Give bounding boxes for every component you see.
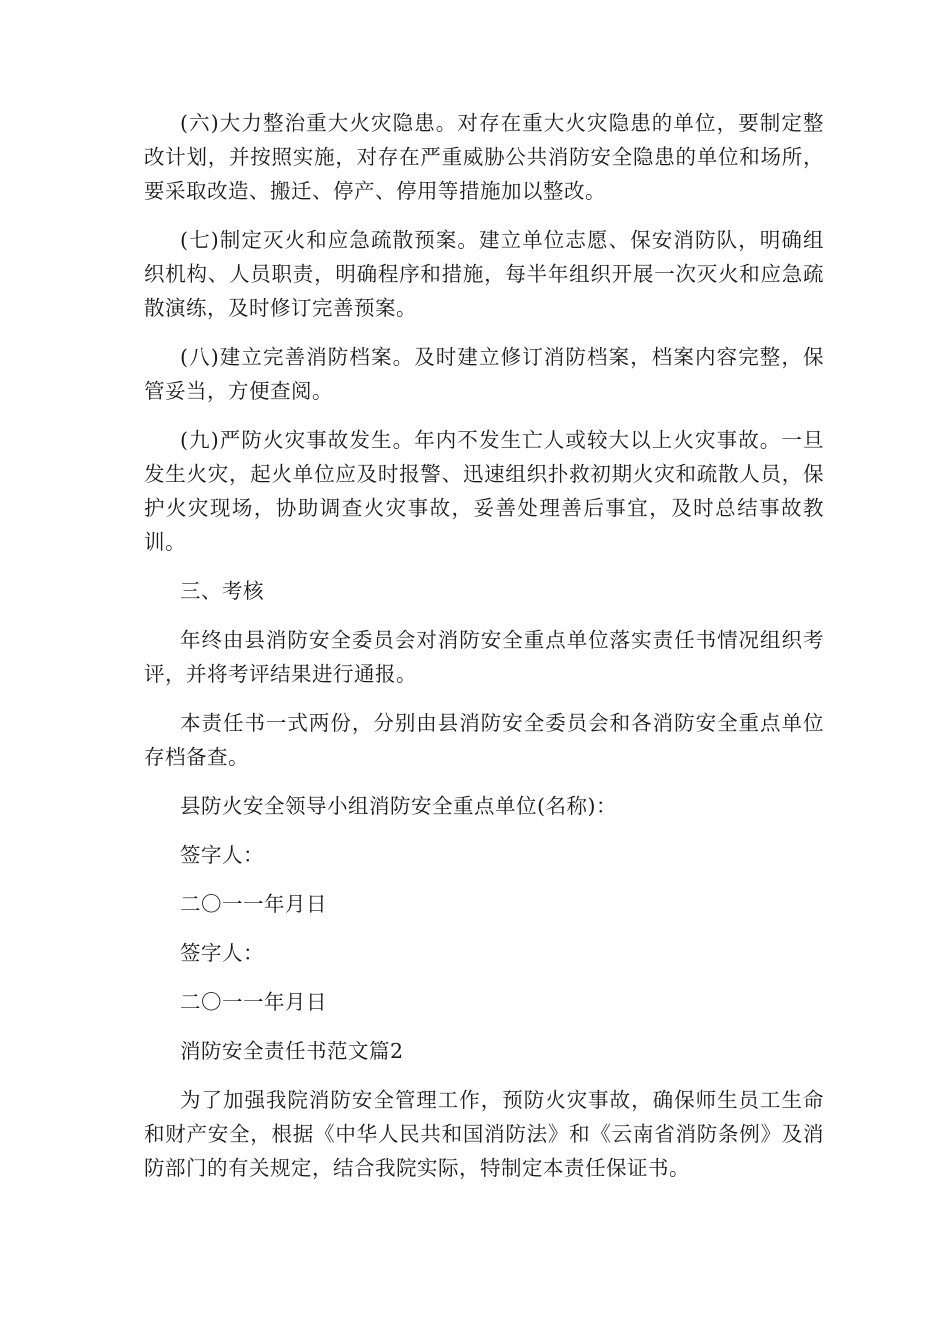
paragraph-copies: 本责任书一式两份，分别由县消防安全委员会和各消防安全重点单位存档备查。 [144,711,824,769]
section-heading-assessment: 三、考核 [180,579,264,603]
paragraph-intro-sample-2: 为了加强我院消防安全管理工作，预防火灾事故，确保师生员工生命和财产安全，根据《中华人民共和国消防法》和《云南省消防条例》及消防部门的有关规定，结合我院实际，特制定本责任保证书。 [144,1088,824,1180]
date-line-1: 二〇一一年月日 [180,892,327,916]
paragraph-item-6: (六)大力整治重大火灾隐患。对存在重大火灾隐患的单位，要制定整改计划，并按照实施，对存在严重威胁公共消防安全隐患的单位和场所，要采取改造、搬迁、停产、停用等措施加以整改。 [144,111,824,203]
section-title-sample-2: 消防安全责任书范文篇2 [180,1039,404,1063]
paragraph-item-9: (九)严防火灾事故发生。年内不发生亡人或较大以上火灾事故。一旦发生火灾，起火单位应及时报警、迅速组织扑救初期火灾和疏散人员，保护火灾现场，协助调查火灾事故，妥善处理善后事宜，及时总结事故教训。 [144,428,824,554]
document-body [144,106,824,1200]
paragraph-assessment: 年终由县消防安全委员会对消防安全重点单位落实责任书情况组织考评，并将考评结果进行通报。 [144,628,824,686]
paragraph-item-8: (八)建立完善消防档案。及时建立修订消防档案，档案内容完整，保管妥当，方便查阅。 [144,345,824,403]
signatory-label-1: 签字人： [180,843,264,867]
signature-unit-line: 县防火安全领导小组消防安全重点单位(名称)： [180,794,617,818]
date-line-2: 二〇一一年月日 [180,990,327,1014]
signatory-label-2: 签字人： [180,941,264,965]
paragraph-item-7: (七)制定灭火和应急疏散预案。建立单位志愿、保安消防队，明确组织机构、人员职责，明确程序和措施，每半年组织开展一次灭火和应急疏散演练，及时修订完善预案。 [144,228,824,320]
